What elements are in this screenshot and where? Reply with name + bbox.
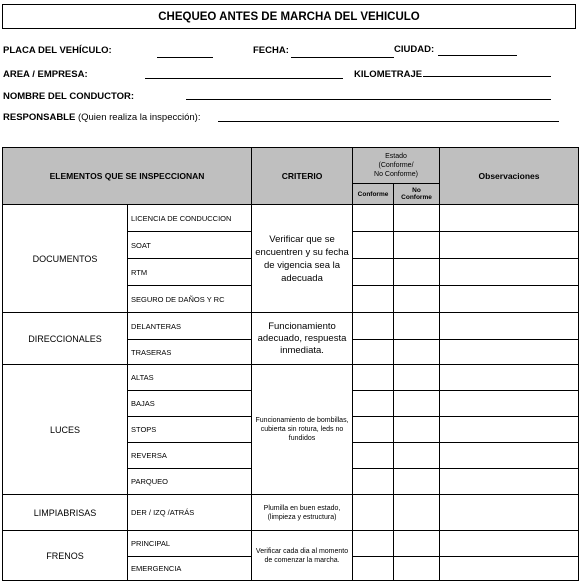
no-conforme-cell[interactable] bbox=[394, 205, 440, 232]
fecha-label: FECHA: bbox=[253, 45, 289, 56]
no-conforme-cell[interactable] bbox=[394, 286, 440, 313]
header-conforme: Conforme bbox=[353, 184, 394, 205]
observaciones-cell[interactable] bbox=[440, 391, 579, 417]
no-conforme-cell[interactable] bbox=[394, 365, 440, 391]
conductor-label: NOMBRE DEL CONDUCTOR: bbox=[3, 91, 135, 102]
no-conforme-cell[interactable] bbox=[394, 391, 440, 417]
conforme-cell[interactable] bbox=[353, 205, 394, 232]
criterion-documentos: Verificar que se encuentren y su fecha de vigencia sea la adecuada bbox=[252, 205, 353, 313]
conforme-cell[interactable] bbox=[353, 443, 394, 469]
placa-field[interactable] bbox=[157, 57, 213, 58]
observaciones-cell[interactable] bbox=[440, 286, 579, 313]
no-conforme-cell[interactable] bbox=[394, 443, 440, 469]
category-direccionales: DIRECCIONALES bbox=[3, 313, 128, 365]
kilometraje-field[interactable] bbox=[423, 76, 551, 77]
category-frenos: FRENOS bbox=[3, 531, 128, 581]
item-emergencia: EMERGENCIA bbox=[128, 557, 252, 581]
observaciones-cell[interactable] bbox=[440, 469, 579, 495]
responsable-label-text: RESPONSABLE bbox=[3, 112, 76, 123]
observaciones-cell[interactable] bbox=[440, 495, 579, 531]
conforme-cell[interactable] bbox=[353, 417, 394, 443]
observaciones-cell[interactable] bbox=[440, 259, 579, 286]
observaciones-cell[interactable] bbox=[440, 531, 579, 557]
item-bajas: BAJAS bbox=[128, 391, 252, 417]
item-principal: PRINCIPAL bbox=[128, 531, 252, 557]
criterion-limpiabrisas: Plumilla en buen estado, (limpieza y estructura) bbox=[252, 495, 353, 531]
conductor-field[interactable] bbox=[186, 99, 551, 100]
criterion-luces: Funcionamiento de bombillas, cubierta sin rotura, leds no fundidos bbox=[252, 365, 353, 495]
ciudad-field[interactable] bbox=[438, 55, 517, 56]
responsable-note: (Quien realiza la inspección): bbox=[77, 112, 201, 123]
header-criterio: CRITERIO bbox=[252, 148, 353, 205]
area-label: AREA / EMPRESA: bbox=[3, 69, 88, 80]
category-limpiabrisas: LIMPIABRISAS bbox=[3, 495, 128, 531]
kilometraje-label: KILOMETRAJE bbox=[354, 69, 423, 80]
observaciones-cell[interactable] bbox=[440, 417, 579, 443]
header-observaciones: Observaciones bbox=[440, 148, 579, 205]
conforme-cell[interactable] bbox=[353, 531, 394, 557]
criterion-frenos: Verificar cada dia al momento de comenzar la marcha. bbox=[252, 531, 353, 581]
item-reversa: REVERSA bbox=[128, 443, 252, 469]
item-delanteras: DELANTERAS bbox=[128, 313, 252, 340]
item-rtm: RTM bbox=[128, 259, 252, 286]
observaciones-cell[interactable] bbox=[440, 340, 579, 365]
observaciones-cell[interactable] bbox=[440, 205, 579, 232]
no-conforme-cell[interactable] bbox=[394, 495, 440, 531]
conforme-cell[interactable] bbox=[353, 557, 394, 581]
conforme-cell[interactable] bbox=[353, 469, 394, 495]
observaciones-cell[interactable] bbox=[440, 313, 579, 340]
header-elementos: ELEMENTOS QUE SE INSPECCIONAN bbox=[3, 148, 252, 205]
responsable-field[interactable] bbox=[218, 121, 559, 122]
fecha-field[interactable] bbox=[291, 57, 394, 58]
header-estado-line2: (Conforme/ bbox=[378, 162, 414, 169]
conforme-cell[interactable] bbox=[353, 286, 394, 313]
item-der-izq-atras: DER / IZQ /ATRÁS bbox=[128, 495, 252, 531]
ciudad-label: CIUDAD: bbox=[394, 44, 435, 55]
header-estado-line3: No Conforme) bbox=[374, 171, 418, 178]
area-field[interactable] bbox=[145, 78, 343, 79]
item-traseras: TRASERAS bbox=[128, 340, 252, 365]
conforme-cell[interactable] bbox=[353, 365, 394, 391]
item-stops: STOPS bbox=[128, 417, 252, 443]
conforme-cell[interactable] bbox=[353, 259, 394, 286]
no-conforme-cell[interactable] bbox=[394, 557, 440, 581]
criterion-direccionales: Funcionamiento adecuado, respuesta inmediata. bbox=[252, 313, 353, 365]
conforme-cell[interactable] bbox=[353, 232, 394, 259]
item-licencia: LICENCIA DE CONDUCCION bbox=[128, 205, 252, 232]
no-conforme-cell[interactable] bbox=[394, 340, 440, 365]
no-conforme-cell[interactable] bbox=[394, 417, 440, 443]
item-parqueo: PARQUEO bbox=[128, 469, 252, 495]
no-conforme-cell[interactable] bbox=[394, 469, 440, 495]
no-conforme-cell[interactable] bbox=[394, 259, 440, 286]
category-documentos: DOCUMENTOS bbox=[3, 205, 128, 313]
header-estado-line1: Estado bbox=[385, 153, 407, 160]
conforme-cell[interactable] bbox=[353, 313, 394, 340]
observaciones-cell[interactable] bbox=[440, 365, 579, 391]
header-no-conforme-line2: Conforme bbox=[401, 194, 432, 201]
observaciones-cell[interactable] bbox=[440, 443, 579, 469]
item-altas: ALTAS bbox=[128, 365, 252, 391]
no-conforme-cell[interactable] bbox=[394, 313, 440, 340]
header-no-conforme bbox=[394, 184, 440, 205]
header-estado bbox=[353, 148, 440, 184]
form-title: CHEQUEO ANTES DE MARCHA DEL VEHICULO bbox=[2, 4, 576, 29]
no-conforme-cell[interactable] bbox=[394, 232, 440, 259]
conforme-cell[interactable] bbox=[353, 391, 394, 417]
conforme-cell[interactable] bbox=[353, 340, 394, 365]
observaciones-cell[interactable] bbox=[440, 557, 579, 581]
responsable-label bbox=[3, 112, 200, 123]
conforme-cell[interactable] bbox=[353, 495, 394, 531]
item-seguro: SEGURO DE DAÑOS Y RC bbox=[128, 286, 252, 313]
observaciones-cell[interactable] bbox=[440, 232, 579, 259]
placa-label: PLACA DEL VEHÍCULO: bbox=[3, 45, 112, 56]
inspection-table bbox=[2, 147, 579, 581]
item-soat: SOAT bbox=[128, 232, 252, 259]
category-luces: LUCES bbox=[3, 365, 128, 495]
header-no-conforme-line1: No bbox=[412, 187, 421, 194]
no-conforme-cell[interactable] bbox=[394, 531, 440, 557]
